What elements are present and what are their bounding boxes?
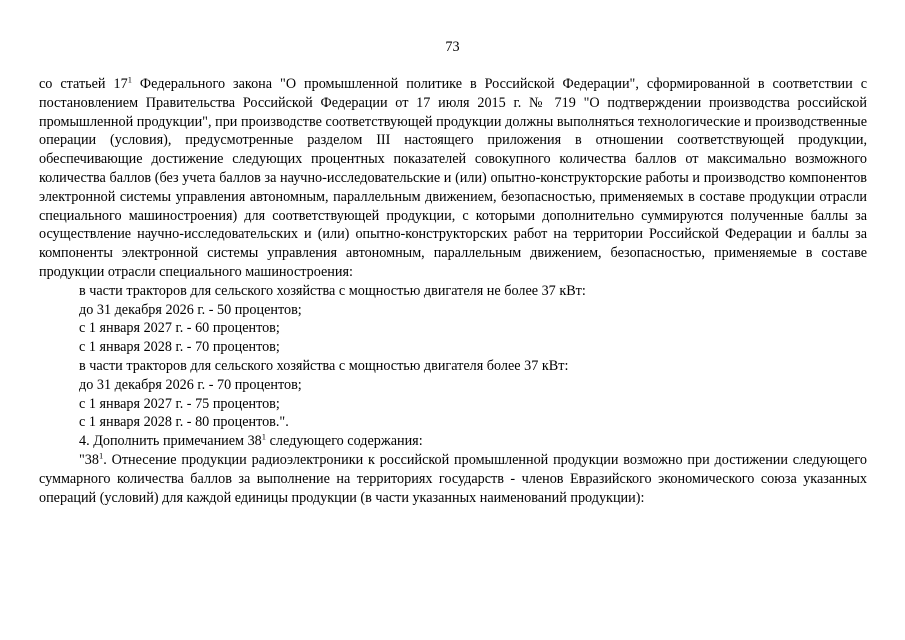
tractor-group-2-heading: в части тракторов для сельского хозяйства с мощностью двигателя более 37 кВт:	[79, 357, 569, 374]
note-38-superscript: 1	[98, 450, 104, 461]
list-item: с 1 января 2027 г. - 60 процентов;	[79, 320, 280, 337]
note-38-paragraph	[39, 451, 867, 507]
intro-paragraph	[39, 75, 867, 282]
list-item: с 1 января 2027 г. - 75 процентов;	[79, 395, 280, 412]
note-38-text: . Отнесение продукции радиоэлектроники к российской промышленной продукции возможно при достижении следующего суммарного количества баллов за выполнение на территориях государств - членов Евразийского экономического союза указанных операций (условий) для каждой единицы продукции (в части указанных наименований продукции):	[39, 451, 867, 506]
amendment-superscript: 1	[261, 431, 267, 442]
intro-superscript: 1	[127, 74, 132, 85]
amendment-text-start: 4. Дополнить примечанием 38	[79, 433, 262, 450]
amendment-paragraph	[39, 432, 867, 451]
page-number: 73	[445, 39, 460, 55]
tractor-group-1-heading: в части тракторов для сельского хозяйства с мощностью двигателя не более 37 кВт:	[79, 282, 586, 299]
document-body	[39, 75, 867, 507]
list-item: с 1 января 2028 г. - 80 процентов.".	[79, 414, 289, 431]
note-38-lead: "38	[79, 451, 99, 468]
intro-text-start: со статьей 17	[39, 76, 128, 92]
list-item: с 1 января 2028 г. - 70 процентов;	[79, 339, 280, 356]
list-item: до 31 декабря 2026 г. - 50 процентов;	[79, 301, 302, 318]
intro-text-rest: Федерального закона "О промышленной политике в Российской Федерации", сформированной в соответствии с постановлением Правительства Российской Федерации от 17 июля 2015 г. № 719 "О подтверждении производства российской промышленной продукции", при производстве соответствующей продукции должны выполняться технологические и производственные операции (условия), предусмотренные разделом III настоящего приложения в отношении соответствующей продукции, обеспечивающие достижение следующих процентных показателей совокупного количества баллов от максимально возможного количества баллов (без учета баллов за научно-исследовательские и (или) опытно-конструкторские работы и производство компонентов электронной системы управления автономным, параллельным движением, безопасностью, применяемых в составе продукции отрасли специального машиностроения) для соответствующей продукции, с которыми дополнительно суммируются полученные баллы за осуществление научно-исследовательских и (или) опытно-конструкторских работ на территории Российской Федерации и баллы за компоненты электронной системы управления автономным, параллельным движением, безопасностью, применяемые в составе продукции отрасли специального машиностроения:	[39, 76, 867, 280]
amendment-text-rest: следующего содержания:	[266, 433, 423, 450]
list-item: до 31 декабря 2026 г. - 70 процентов;	[79, 376, 302, 393]
